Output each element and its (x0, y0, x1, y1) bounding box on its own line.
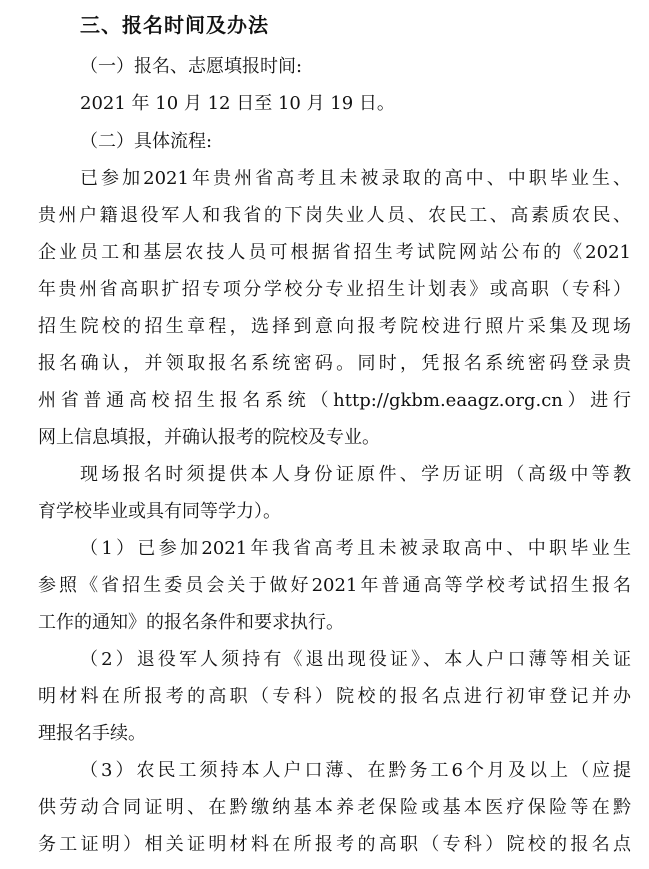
paragraph-line: 报名确认，并领取报名系统密码。同时，凭报名系统密码登录贵 (38, 353, 631, 374)
paragraph-line: 企业员工和基层农技人员可根据省招生考试院网站公布的《2021 (38, 242, 631, 263)
paragraph-line: 年贵州省高职扩招专项分学校分专业招生计划表》或高职（专科） (38, 279, 631, 300)
list-item-line: 工作的通知》的报名条件和要求执行。 (38, 612, 344, 633)
list-item-line: 供劳动合同证明、在黔缴纳基本养老保险或基本医疗保险等在黔 (38, 797, 631, 818)
paragraph-line: 现场报名时须提供本人身份证原件、学历证明（高级中等教 (80, 464, 631, 485)
paragraph-line: 网上信息填报，并确认报考的院校及专业。 (38, 427, 380, 448)
paragraph-line: 招生院校的招生章程，选择到意向报考院校进行照片采集及现场 (38, 316, 631, 337)
list-item-line: 参照《省招生委员会关于做好2021年普通高等学校考试招生报名 (38, 575, 631, 596)
list-item-line: （1）已参加2021年我省高考且未被录取高中、中职毕业生 (80, 538, 631, 559)
paragraph-line: 育学校毕业或具有同等学力）。 (38, 501, 281, 522)
paragraph-line: 州省普通高校招生报名系统（http://gkbm.eaagz.org.cn）进行 (38, 390, 631, 411)
subheading-procedure: （二）具体流程: (80, 131, 213, 152)
list-item-line: 务工证明）相关证明材料在所报考的高职（专科）院校的报名点 (38, 834, 631, 855)
paragraph-line: 已参加2021年贵州省高考且未被录取的高中、中职毕业生、 (80, 168, 631, 189)
paragraph-line: 贵州户籍退役军人和我省的下岗失业人员、农民工、高素质农民、 (38, 205, 631, 226)
list-item-line: 理报名手续。 (38, 723, 146, 744)
section-heading: 三、报名时间及办法 (80, 13, 269, 37)
subheading-registration-time: （一）报名、志愿填报时间: (80, 56, 303, 77)
list-item-line: （2）退役军人须持有《退出现役证》、本人户口薄等相关证 (80, 649, 631, 670)
list-item-line: 明材料在所报考的高职（专科）院校的报名点进行初审登记并办 (38, 686, 631, 707)
list-item-line: （3）农民工须持本人户口薄、在黔务工6个月及以上（应提 (80, 760, 631, 781)
registration-date: 2021 年 10 月 12 日至 10 月 19 日。 (80, 93, 395, 114)
